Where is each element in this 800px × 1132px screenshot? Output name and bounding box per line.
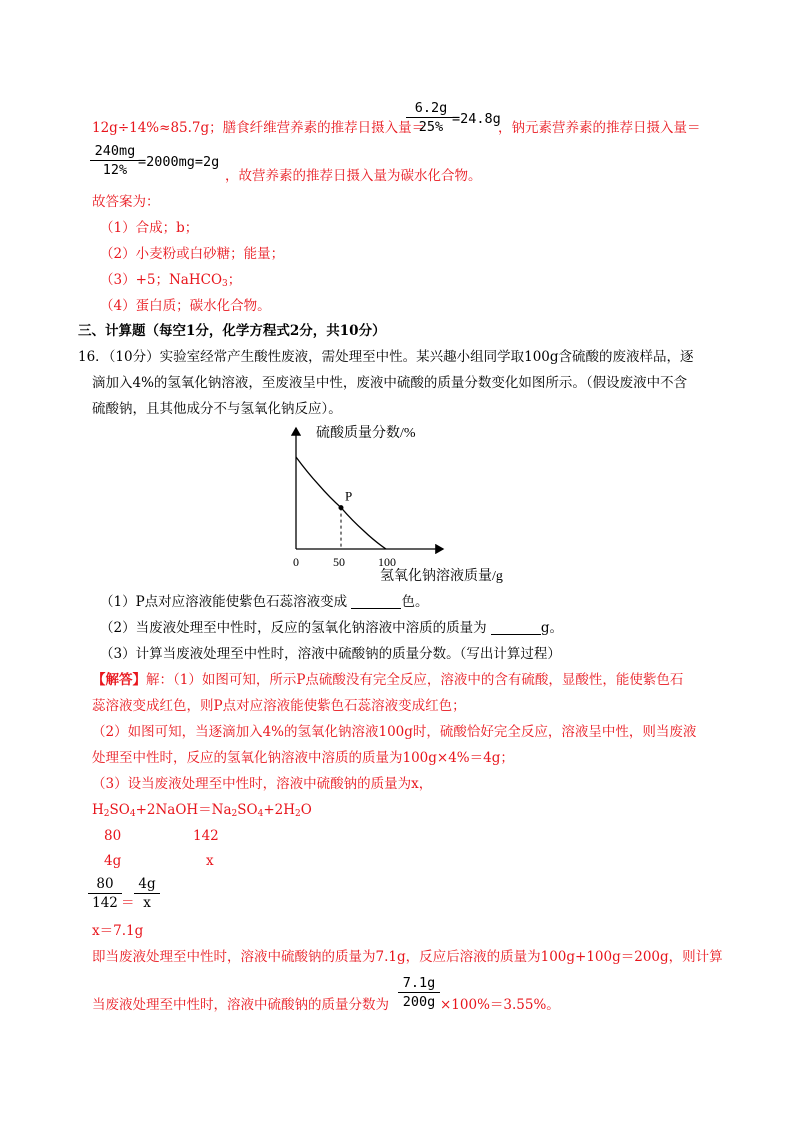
ratio-equals: ＝ xyxy=(121,895,135,911)
question-line-2: 滴加入4%的氢氧化钠溶液，至废液呈中性，废液中硫酸的质量分数变化如图所示。（假设废液中不含 xyxy=(92,375,688,391)
prev-text-sodium: ，钠元素营养素的推荐日摄入量＝ xyxy=(498,120,701,136)
subscript: 2 xyxy=(103,809,110,819)
x-tick-label: 100 xyxy=(378,555,396,569)
fraction-numerator: 6.2g xyxy=(414,100,448,116)
molar-mass-h2so4: 80 xyxy=(104,828,122,844)
solution-line-4: 处理至中性时，反应的氢氧化钠溶液中溶质的质量为100g×4%＝4g； xyxy=(92,750,514,766)
eq-part: +2H xyxy=(263,802,296,818)
eq-part: SO xyxy=(237,802,258,818)
fraction-result: =24.8g xyxy=(452,111,501,127)
subscript: 2 xyxy=(295,809,301,819)
fraction-denominator: 142 xyxy=(92,895,118,911)
fraction-denominator: 200g xyxy=(402,994,436,1010)
final-fraction xyxy=(398,975,440,1010)
eq-part: +2NaOH＝Na xyxy=(135,802,232,818)
solution-line-2: 蕊溶液变成红色，则P点对应溶液能使紫色石蕊溶液变成红色； xyxy=(92,698,466,714)
subquestion-2-text: （2）当废液处理至中性时，反应的氢氧化钠溶液中溶质的质量为 xyxy=(100,620,487,636)
final-line-2: 当废液处理至中性时，溶液中硫酸钠的质量分数为 xyxy=(92,997,389,1013)
eq-part: O xyxy=(300,802,312,818)
mass-x: x xyxy=(206,853,214,869)
subquestion-1 xyxy=(100,593,428,611)
solution-line-5: （3）设当废液处理至中性时，溶液中硫酸钠的质量为x， xyxy=(92,776,433,792)
fraction-numerator: 240mg xyxy=(94,143,136,159)
molar-mass-na2so4: 142 xyxy=(193,828,219,844)
fraction-numerator: 7.1g xyxy=(402,975,436,991)
ratio-fraction-1 xyxy=(88,876,122,911)
subquestion-1-text: （1）P点对应溶液能使紫色石蕊溶液变成 xyxy=(100,594,348,610)
x-axis-label: 氢氧化钠溶液质量/g xyxy=(380,569,503,584)
final-line-1: 即当废液处理至中性时，溶液中硫酸钠的质量为7.1g，反应后溶液的质量为100g+100g＝200g，则计算 xyxy=(92,949,723,965)
y-axis-label: 硫酸质量分数/% xyxy=(316,426,416,441)
subquestion-2 xyxy=(100,619,563,637)
prev-conclusion: ，故营养素的推荐日摄入量为碳水化合物。 xyxy=(225,168,482,184)
eq-part: SO xyxy=(109,802,130,818)
point-p xyxy=(339,505,344,510)
series-line xyxy=(296,457,386,549)
final-result: ×100%＝3.55%。 xyxy=(440,997,560,1013)
answer-3-text: （3）+5；NaHCO xyxy=(100,272,223,288)
ratio-fraction-2 xyxy=(134,876,160,911)
subscript: 2 xyxy=(231,809,238,819)
subscript: 4 xyxy=(257,809,264,819)
answer-2: （2）小麦粉或白砂糖；能量； xyxy=(100,246,285,262)
fraction-denominator: x xyxy=(143,895,151,911)
subquestion-1-end: 色。 xyxy=(401,594,429,610)
answer-1: （1）合成；b； xyxy=(100,220,199,236)
point-label: P xyxy=(345,488,353,504)
x-tick-label: 50 xyxy=(333,555,345,569)
subscript: 3 xyxy=(222,279,228,289)
answer-blank[interactable] xyxy=(351,594,401,609)
eq-part: H xyxy=(92,802,104,818)
fraction-denominator: 25% xyxy=(418,119,444,135)
solution-line-3: （2）如图可知，当逐滴加入4%的氢氧化钠溶液100g时，硫酸恰好完全反应，溶液呈中性，则当废液 xyxy=(92,724,697,740)
chemical-equation xyxy=(92,801,312,823)
fraction-denominator: 12% xyxy=(102,162,128,178)
prev-text: 12g÷14%≈85.7g；膳食纤维营养素的推荐日摄入量＝ xyxy=(92,120,426,136)
x-result: x＝7.1g xyxy=(92,923,144,939)
question-line-1: 16．（10分）实验室经常产生酸性废液，需处理至中性。某兴趣小组同学取100g含硫酸的废液样品，逐 xyxy=(78,349,694,365)
section-heading: 三、计算题（每空1分，化学方程式2分，共10分） xyxy=(78,323,386,339)
x-tick-label: 0 xyxy=(293,555,299,569)
subscript: 4 xyxy=(129,809,136,819)
answer-title: 故答案为： xyxy=(92,194,160,210)
fraction-result: =2000mg=2g xyxy=(138,154,220,170)
fraction-numerator: 80 xyxy=(96,876,114,892)
subquestion-2-end: g。 xyxy=(540,620,564,636)
answer-blank[interactable] xyxy=(491,620,541,635)
subquestion-3: （3）计算当废液处理至中性时，溶液中硫酸钠的质量分数。（写出计算过程） xyxy=(100,646,561,662)
answer-4: （4）蛋白质；碳水化合物。 xyxy=(100,298,271,314)
question-line-3: 硫酸钠，且其他成分不与氢氧化钠反应）。 xyxy=(92,401,342,417)
solution-text: 解：（1）如图可知，所示P点硫酸没有完全反应，溶液中的含有硫酸，显酸性，能使紫色石 xyxy=(146,672,684,688)
solution-tag: 【解答】 xyxy=(92,672,146,688)
solution-line-1 xyxy=(92,671,683,689)
answer-3-end: ； xyxy=(227,272,242,288)
mass-naoh: 4g xyxy=(104,853,122,869)
fraction-numerator: 4g xyxy=(138,876,156,892)
